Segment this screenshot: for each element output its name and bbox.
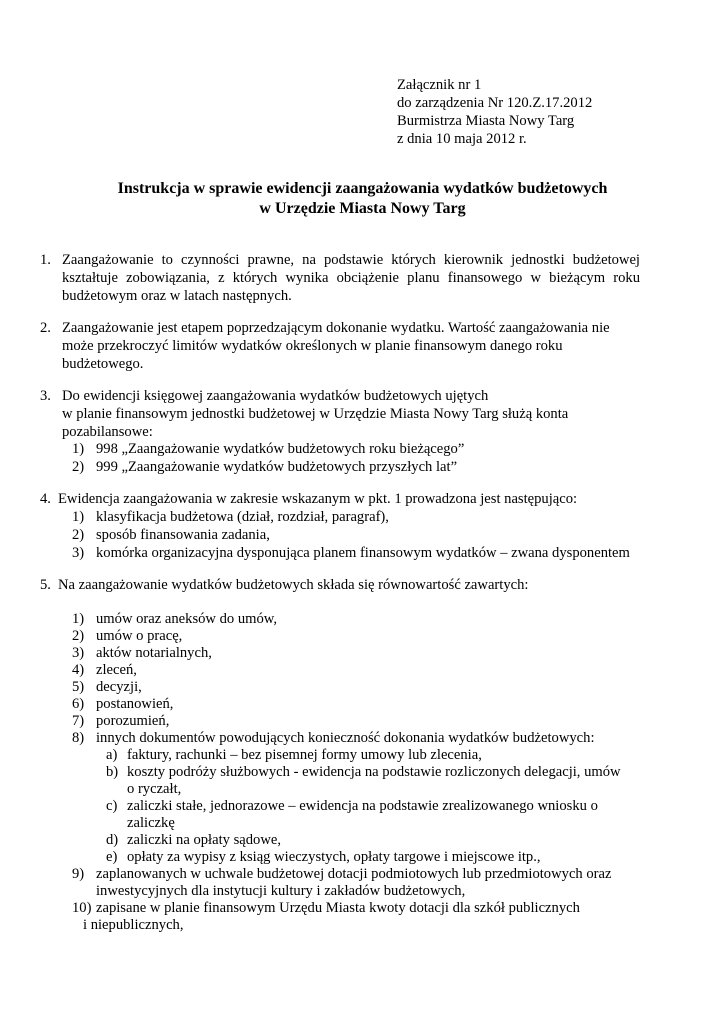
account-999: 999 „Zaangażowanie wydatków budżetowych przyszłych lat” [96, 459, 458, 475]
list-item-number: 4. [40, 491, 51, 507]
sub-item-text: zapisane w planie finansowym Urzędu Miasta kwoty dotacji dla szkół publicznych [96, 900, 580, 916]
subsub-item-number: e) [106, 849, 118, 865]
subsub-item-text: koszty podróży służbowych - ewidencja na podstawie rozliczonych delegacji, umów [127, 764, 621, 780]
paragraph-line: kształtuje zobowiązania, z których wynika obciążenie planu finansowego w bieżącym roku [62, 270, 640, 286]
paragraph-line: Zaangażowanie to czynności prawne, na podstawie których kierownik jednostki budżetowej [62, 252, 640, 268]
paragraph-line: budżetowym oraz w latach następnych. [62, 288, 292, 304]
list-item-number: 5. [40, 577, 51, 593]
subsub-item-text: opłaty za wypisy z ksiąg wieczystych, opłaty targowe i miejscowe itp., [127, 849, 541, 865]
paragraph-line: Do ewidencji księgowej zaangażowania wydatków budżetowych ujętych [62, 388, 489, 404]
title-line-2: w Urzędzie Miasta Nowy Targ [259, 200, 466, 217]
list-item-number: 1. [40, 252, 51, 268]
sub-item-text: umów o pracę, [96, 628, 183, 644]
sub-item-number: 1) [72, 611, 85, 627]
attachment-number: Załącznik nr 1 [397, 77, 482, 93]
ordinance-reference: do zarządzenia Nr 120.Z.17.2012 [397, 95, 593, 111]
subsub-item-number: a) [106, 747, 118, 763]
sub-item-number: 2) [72, 628, 85, 644]
sub-item-text: postanowień, [96, 696, 174, 712]
sub-item-number: 8) [72, 730, 85, 746]
paragraph-line: budżetowego. [62, 356, 144, 372]
sub-item-number: 2) [72, 527, 85, 543]
sub-item-text: i niepublicznych, [83, 917, 184, 933]
sub-item-number: 1) [72, 509, 85, 525]
paragraph-line: Ewidencja zaangażowania w zakresie wskazanym w pkt. 1 prowadzona jest następująco: [58, 491, 578, 507]
subsub-item-text: zaliczki stałe, jednorazowe – ewidencja na podstawie zrealizowanego wniosku o [127, 798, 598, 814]
sub-item-text: komórka organizacyjna dysponująca planem finansowym wydatków – zwana dysponentem [96, 545, 630, 561]
sub-item-number: 4) [72, 662, 85, 678]
sub-item-text: porozumień, [96, 713, 170, 729]
paragraph-line: Na zaangażowanie wydatków budżetowych składa się równowartość zawartych: [58, 577, 529, 593]
subsub-item-text: zaliczki na opłaty sądowe, [127, 832, 281, 848]
subsub-item-number: d) [106, 832, 119, 848]
sub-item-text: aktów notarialnych, [96, 645, 212, 661]
sub-item-number: 5) [72, 679, 85, 695]
list-item-number: 2. [40, 320, 51, 336]
account-998: 998 „Zaangażowanie wydatków budżetowych roku bieżącego” [96, 441, 465, 457]
sub-item-text: klasyfikacja budżetowa (dział, rozdział, paragraf), [96, 509, 389, 525]
list-item-number: 3. [40, 388, 51, 404]
subsub-item-number: b) [106, 764, 119, 780]
sub-item-text: innych dokumentów powodujących konieczność dokonania wydatków budżetowych: [96, 730, 595, 746]
paragraph-line: pozabilansowe: [62, 424, 153, 440]
sub-item-text: zleceń, [96, 662, 137, 678]
sub-item-text: decyzji, [96, 679, 142, 695]
sub-item-number: 10) [72, 900, 92, 916]
sub-item-text: inwestycyjnych dla instytucji kultury i zakładów budżetowych, [96, 883, 466, 899]
sub-item-text: umów oraz aneksów do umów, [96, 611, 278, 627]
subsub-item-text: zaliczkę [127, 815, 175, 831]
issuer: Burmistrza Miasta Nowy Targ [397, 113, 575, 129]
paragraph-line: w planie finansowym jednostki budżetowej w Urzędzie Miasta Nowy Targ służą konta [62, 406, 569, 422]
subsub-item-text: faktury, rachunki – bez pisemnej formy umowy lub zlecenia, [127, 747, 482, 763]
paragraph-line: Zaangażowanie jest etapem poprzedzającym dokonanie wydatku. Wartość zaangażowania nie [62, 320, 610, 336]
paragraph-line: może przekroczyć limitów wydatków określonych w planie finansowym danego roku [62, 338, 563, 354]
sub-item-text: sposób finansowania zadania, [96, 527, 270, 543]
sub-item-text: zaplanowanych w uchwale budżetowej dotacji podmiotowych lub przedmiotowych oraz [96, 866, 612, 882]
subsub-item-text: o ryczałt, [127, 781, 182, 797]
sub-item-number: 7) [72, 713, 85, 729]
sub-item-number: 3) [72, 645, 85, 661]
subsub-item-number: c) [106, 798, 118, 814]
title-line-1: Instrukcja w sprawie ewidencji zaangażowania wydatków budżetowych [117, 180, 608, 197]
sub-item-number: 6) [72, 696, 85, 712]
issue-date: z dnia 10 maja 2012 r. [397, 131, 527, 147]
sub-item-number: 1) [72, 441, 85, 457]
sub-item-number: 3) [72, 545, 85, 561]
sub-item-number: 2) [72, 459, 85, 475]
sub-item-number: 9) [72, 866, 85, 882]
